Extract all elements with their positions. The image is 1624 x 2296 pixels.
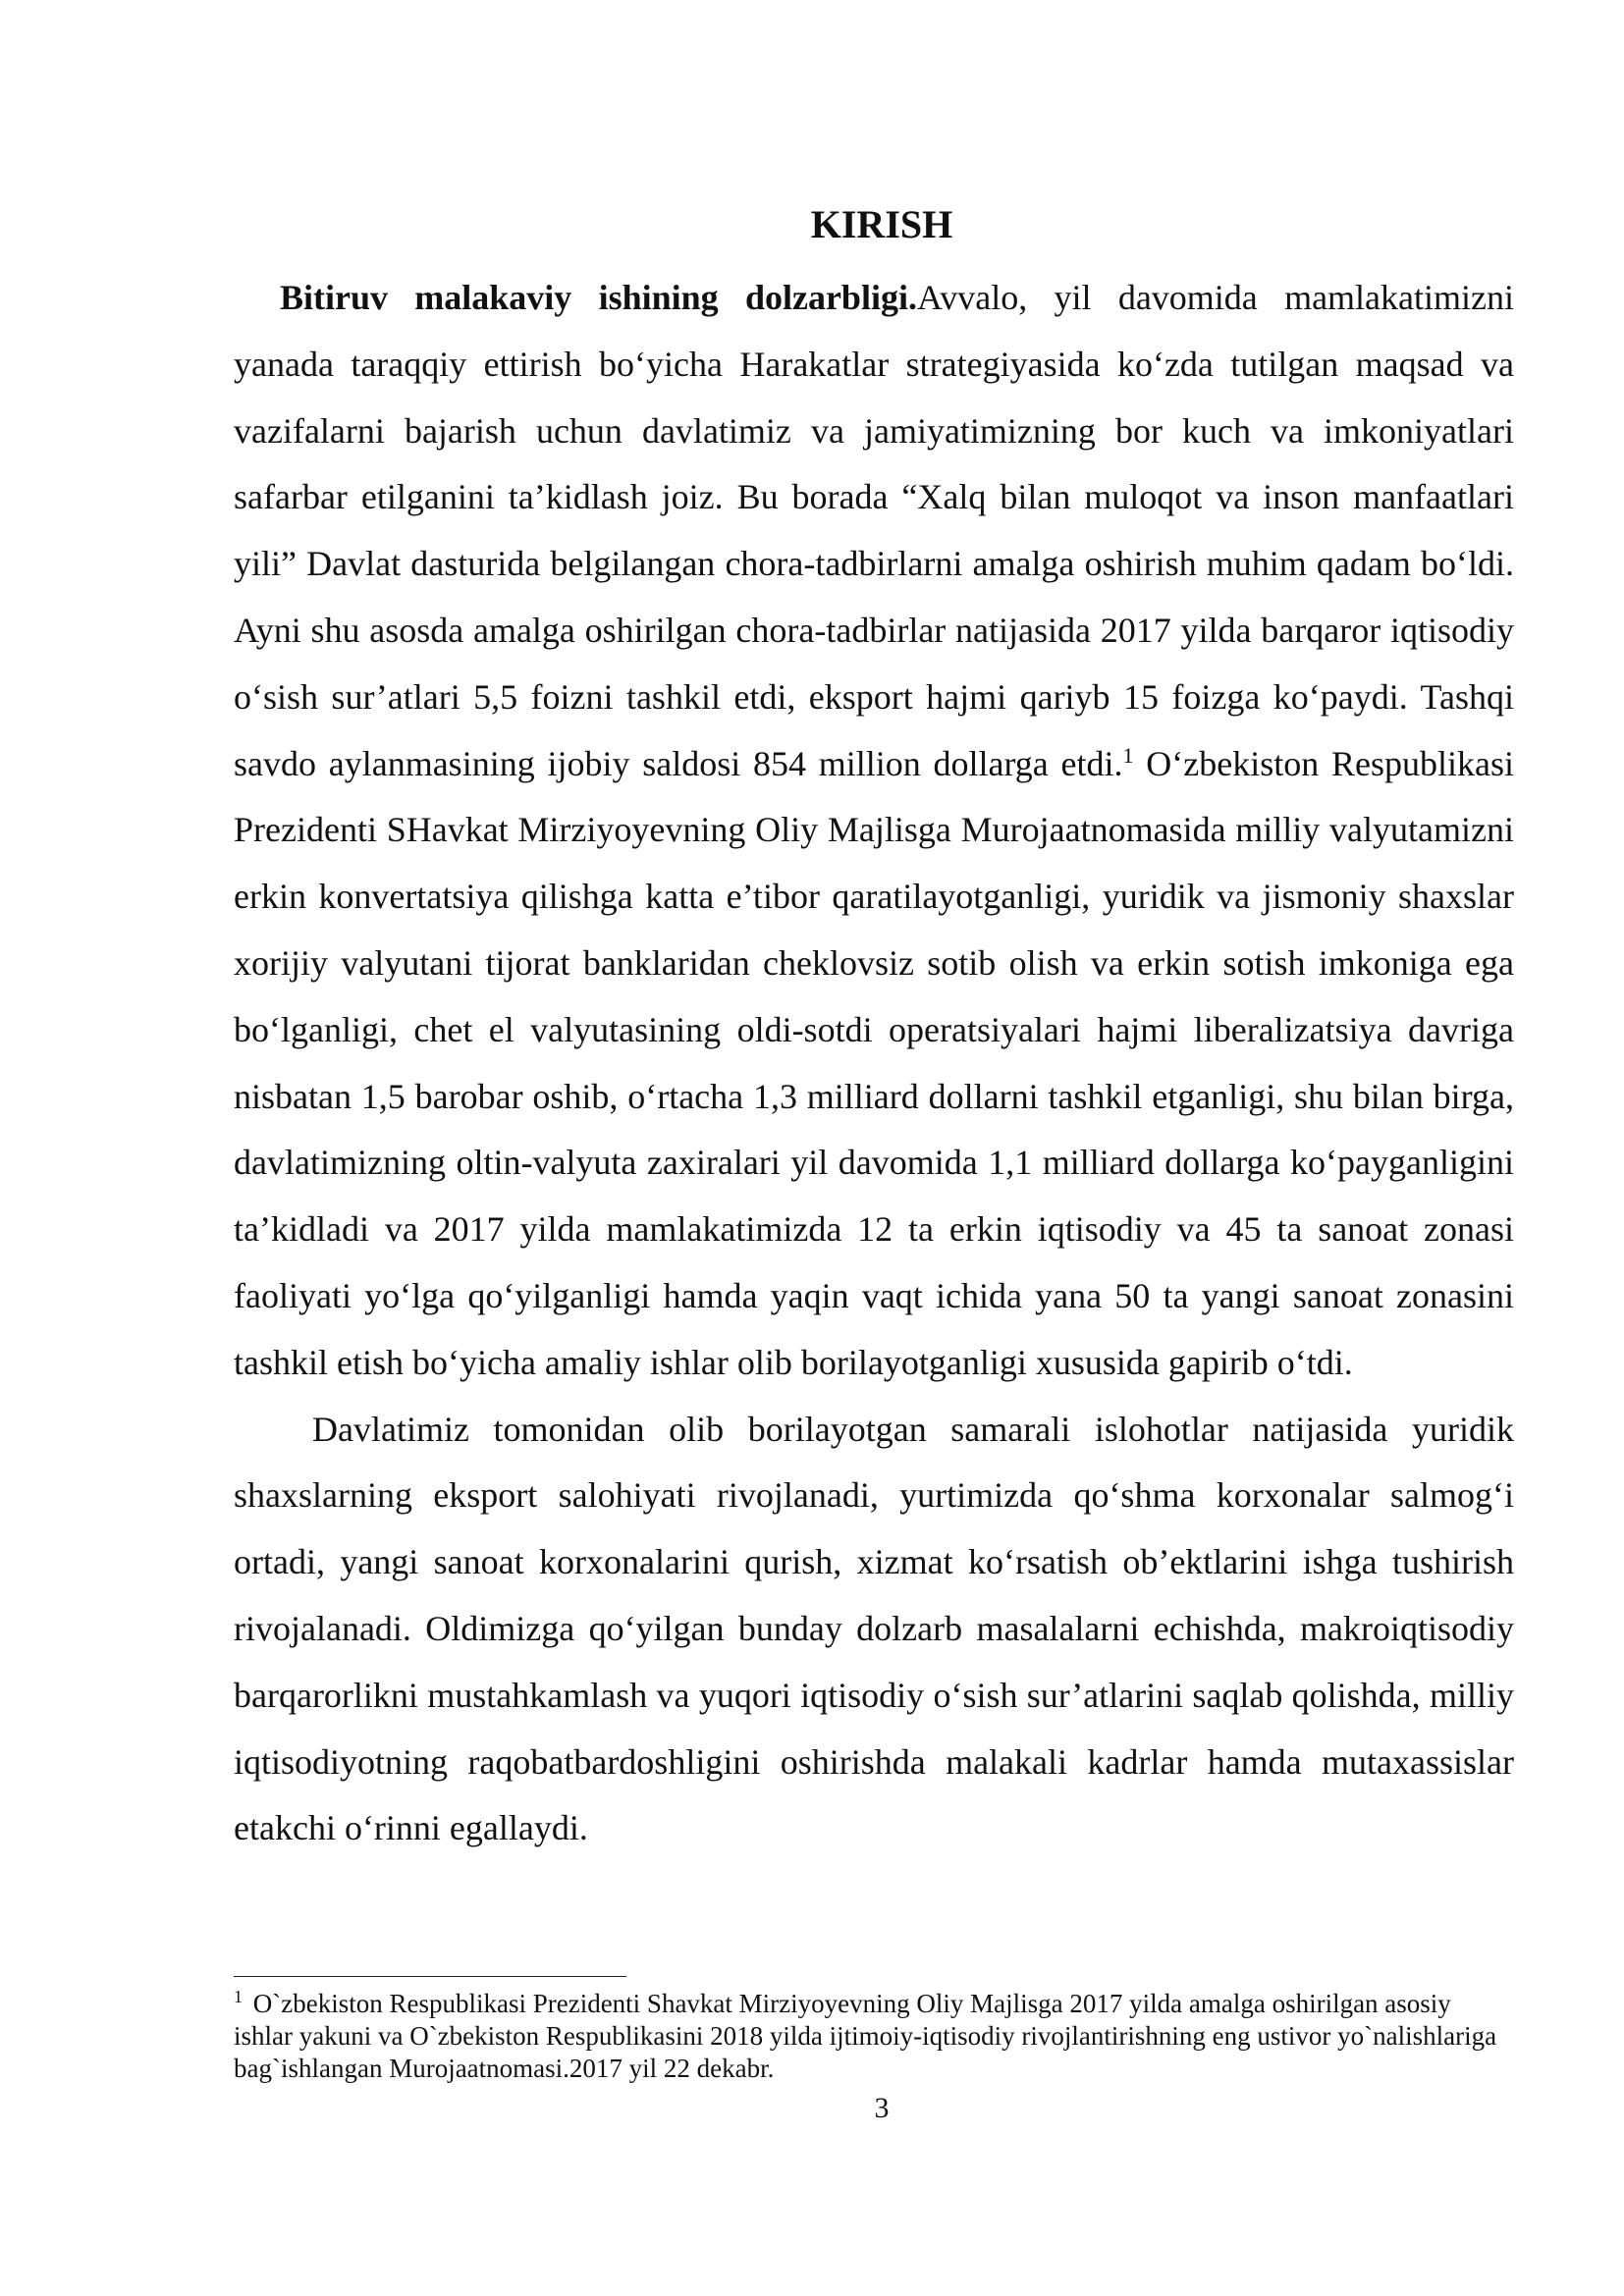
footnote [234, 1988, 1514, 2085]
footnote-text: O`zbekiston Respublikasi Prezidenti Shavkat Mirziyoyevning Oliy Majlisga 2017 yilda amalga oshirilgan asosiy ishlar yakuni va O`zbekiston Respublikasini 2018 yilda ijtimoiy-iqtisodiy rivojlantirishning eng ustivor yo`nalishlariga bag`ishlangan Murojaatnomasi.2017 yil 22 dekabr. [234, 1989, 1497, 2083]
footnote-number: 1 [234, 1987, 243, 2006]
paragraph-1 [234, 265, 1514, 1397]
paragraph-2: Davlatimiz tomonidan olib borilayotgan samarali islohotlar natijasida yuridik shaxslarning eksport salohiyati rivojlanadi, yurtimizda qo‘shma korxonalar salmog‘i ortadi, yangi sanoat korxonalarini qurish, xizmat ko‘rsatish ob’ektlarini ishga tushirish rivojalanadi. Oldimizga qo‘yilgan bunday dolzarb masalalarni echishda, makroiqtisodiy barqarorlikni mustahkamlash va yuqori iqtisodiy o‘sish sur’atlarini saqlab qolishda, milliy iqtisodiyotning raqobatbardoshligini oshirishda malakali kadrlar hamda mutaxassislar etakchi o‘rinni egallaydi. [234, 1409, 1514, 1848]
section-heading: KIRISH [810, 202, 953, 246]
page-number: 3 [874, 2092, 890, 2124]
footnote-reference[interactable]: 1 [1122, 742, 1134, 768]
paragraph-1-text-a: Avvalo, yil davomida mamlakatimizni yanada taraqqiy ettirish bo‘yicha Harakatlar strategiyasida ko‘zda tutilgan maqsad va vazifalarni bajarish uchun davlatimiz va jamiyatimizning bor kuch va imkoniyatlari safarbar etilganini ta’kidlash joiz. Bu borada “Xalq bilan muloqot va inson manfaatlari yili” Davlat dasturida belgilangan chora-tadbirlarni amalga oshirish muhim qadam bo‘ldi. Ayni shu asosda amalga oshirilgan chora-tadbirlar natijasida 2017 yilda barqaror iqtisodiy o‘sish sur’atlari 5,5 foizni tashkil etdi, eksport hajmi qariyb 15 foizga ko‘paydi. Tashqi savdo aylanmasining ijobiy saldosi 854 million dollarga etdi. [234, 278, 1514, 783]
paragraph-1-text-b: O‘zbekiston Respublikasi Prezidenti SHavkat Mirziyoyevning Oliy Majlisga Murojaatnomasida milliy valyutamizni erkin konvertatsiya qilishga katta e’tibor qaratilayotganligi, yuridik va jismoniy shaxslar xorijiy valyutani tijorat banklaridan cheklovsiz sotib olish va erkin sotish imkoniga ega bo‘lganligi, chet el valyutasining oldi-sotdi operatsiyalari hajmi liberalizatsiya davriga nisbatan 1,5 barobar oshib, o‘rtacha 1,3 milliard dollarni tashkil etganligi, shu bilan birga, davlatimizning oltin-valyuta zaxiralari yil davomida 1,1 milliard dollarga ko‘payganligini ta’kidladi va 2017 yilda mamlakatimizda 12 ta erkin iqtisodiy va 45 ta sanoat zonasi faoliyati yo‘lga qo‘yilganligi hamda yaqin vaqt ichida yana 50 ta yangi sanoat zonasini tashkil etish bo‘yicha amaliy ishlar olib borilayotganligi xususida gapirib o‘tdi. [234, 743, 1514, 1382]
body-text [234, 265, 1514, 1862]
paragraph-1-lead: Bitiruv malakaviy ishining dolzarbligi. [280, 278, 917, 317]
footnote-separator [234, 1976, 626, 1977]
